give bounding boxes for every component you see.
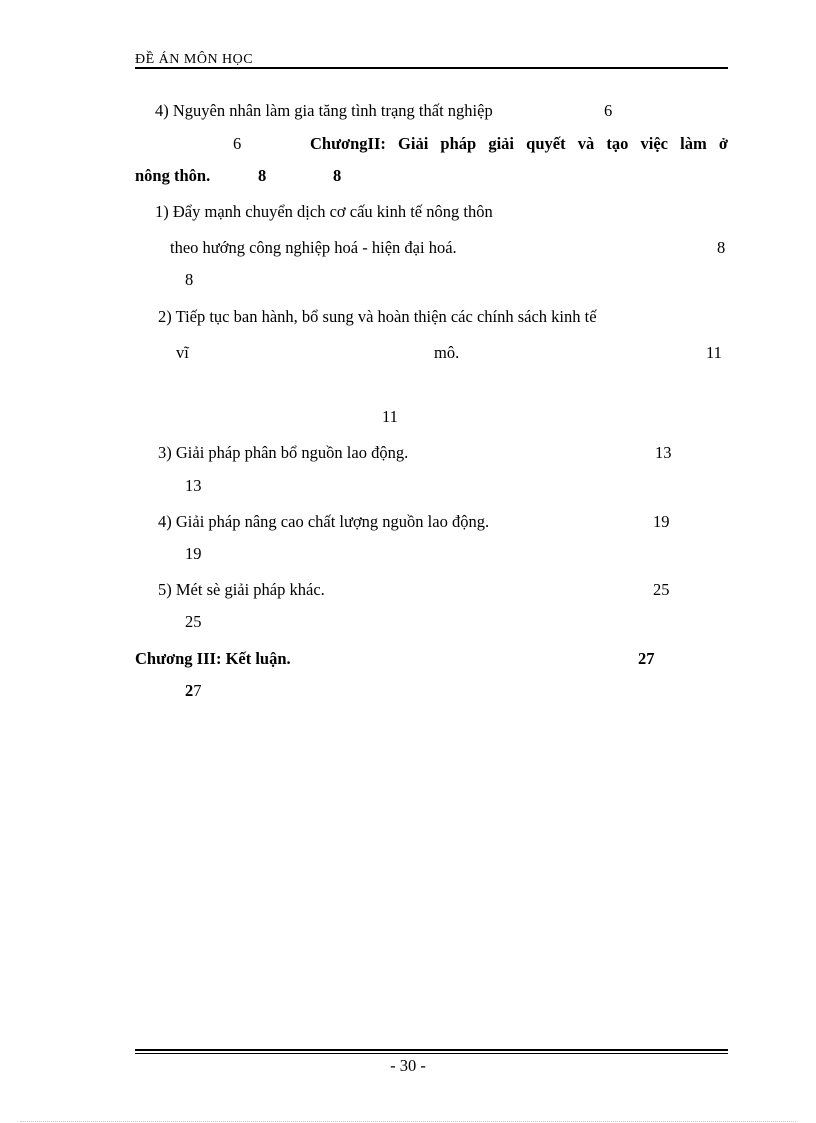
toc-chapter-heading-cont: nông thôn. xyxy=(135,166,211,185)
footer-rule-thin xyxy=(135,1053,728,1054)
toc-entry-text: 2) Tiếp tục ban hành, bổ sung và hoàn thiện các chính sách kinh tế xyxy=(158,307,597,326)
toc-entry-text: 3) Giải pháp phân bổ nguồn lao động. xyxy=(158,443,409,462)
toc-page-number: 19 xyxy=(185,544,202,563)
toc-entry-text: vĩ xyxy=(176,343,189,362)
toc-page-number: 27 xyxy=(638,649,655,668)
toc-page-number: 8 xyxy=(185,270,194,289)
page-edge-divider xyxy=(20,1121,796,1122)
header-rule xyxy=(135,67,728,69)
toc-entry-text: 1) Đẩy mạnh chuyển dịch cơ cấu kinh tế nông thôn xyxy=(155,202,493,221)
toc-page-number: 8 xyxy=(717,238,726,257)
footer-page-number: - 30 - xyxy=(390,1056,426,1075)
toc-page-number: 8 xyxy=(258,166,267,185)
toc-chapter-heading: Chương III: Kết luận. xyxy=(135,649,291,668)
toc-page-number: 6 xyxy=(233,134,242,153)
toc-entry-text: 4) Giải pháp nâng cao chất lượng nguồn lao động. xyxy=(158,512,490,531)
toc-page-number: 19 xyxy=(653,512,670,531)
toc-page-digit: 2 xyxy=(185,681,194,700)
toc-page-number: 11 xyxy=(706,343,722,362)
toc-entry-text: mô. xyxy=(434,343,460,362)
footer-rule xyxy=(135,1049,728,1051)
toc-page-number: 13 xyxy=(655,443,672,462)
toc-chapter-heading: ChươngII: Giải pháp giải quyết và tạo việc làm ở xyxy=(310,134,728,153)
toc-page-number: 25 xyxy=(185,612,202,631)
toc-page-digit: 7 xyxy=(193,681,202,700)
toc-page-number: 25 xyxy=(653,580,670,599)
header-title: ĐỀ ÁN MÔN HỌC xyxy=(135,52,254,67)
toc-page-number xyxy=(185,681,202,701)
toc-entry-text: 4) Nguyên nhân làm gia tăng tình trạng thất nghiệp xyxy=(155,101,493,120)
toc-page-number: 13 xyxy=(185,476,202,495)
toc-entry-text: 5) Mét sè giải pháp khác. xyxy=(158,580,325,599)
toc-page-number: 11 xyxy=(382,407,398,426)
toc-page-number: 6 xyxy=(604,101,613,120)
toc-page-number: 8 xyxy=(333,166,342,185)
toc-entry-text: theo hướng công nghiệp hoá - hiện đại hoá. xyxy=(170,238,457,257)
